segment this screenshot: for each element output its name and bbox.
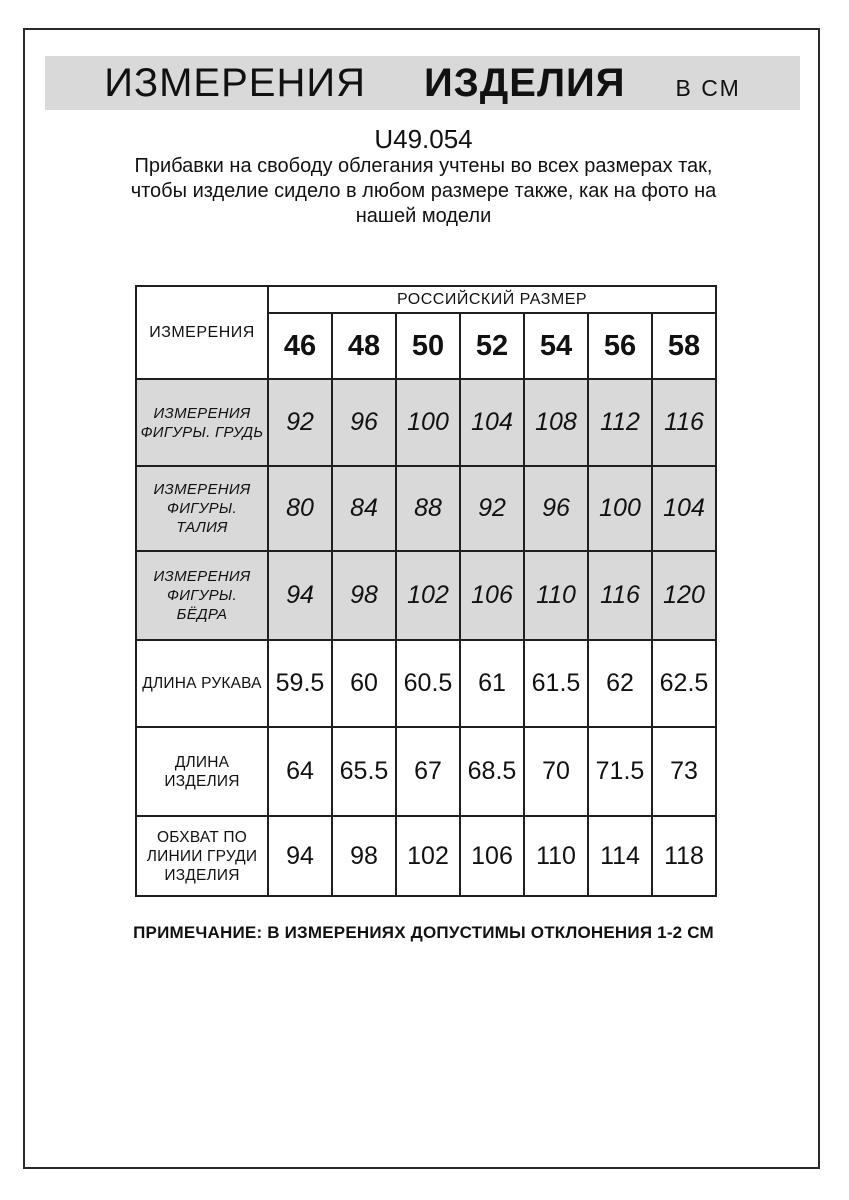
value-cell: 102 — [396, 551, 460, 640]
title-bar — [45, 56, 800, 110]
value-cell: 96 — [524, 466, 588, 551]
value-cell: 104 — [652, 466, 716, 551]
value-cell: 61 — [460, 640, 524, 727]
value-cell: 112 — [588, 379, 652, 466]
value-cell: 118 — [652, 816, 716, 896]
value-cell: 70 — [524, 727, 588, 816]
page-frame — [23, 28, 820, 1169]
value-cell: 108 — [524, 379, 588, 466]
row-label-cell: ОБХВАТ ПО ЛИНИИ ГРУДИ ИЗДЕЛИЯ — [136, 816, 268, 896]
value-cell: 59.5 — [268, 640, 332, 727]
value-cell: 104 — [460, 379, 524, 466]
size-header-cell: 52 — [460, 313, 524, 379]
table-row — [136, 727, 716, 816]
value-cell: 92 — [460, 466, 524, 551]
size-table-body — [136, 286, 716, 896]
value-cell: 73 — [652, 727, 716, 816]
value-cell: 61.5 — [524, 640, 588, 727]
size-header-cell: 54 — [524, 313, 588, 379]
value-cell: 116 — [652, 379, 716, 466]
footnote: ПРИМЕЧАНИЕ: В ИЗМЕРЕНИЯХ ДОПУСТИМЫ ОТКЛОНЕНИЯ 1-2 СМ — [133, 923, 714, 942]
value-cell: 110 — [524, 816, 588, 896]
value-cell: 94 — [268, 551, 332, 640]
value-cell: 120 — [652, 551, 716, 640]
value-cell: 106 — [460, 551, 524, 640]
size-header-cell: 50 — [396, 313, 460, 379]
corner-cell: ИЗМЕРЕНИЯ — [136, 286, 268, 379]
title-word-measurements: ИЗМЕРЕНИЯ — [104, 61, 366, 105]
title-unit: В СМ — [675, 75, 741, 101]
value-cell: 64 — [268, 727, 332, 816]
row-label-cell: ИЗМЕРЕНИЯ ФИГУРЫ. ГРУДЬ — [136, 379, 268, 466]
row-label-cell: ИЗМЕРЕНИЯ ФИГУРЫ. ТАЛИЯ — [136, 466, 268, 551]
table-row — [136, 466, 716, 551]
value-cell: 98 — [332, 816, 396, 896]
table-row — [136, 551, 716, 640]
table-row — [136, 816, 716, 896]
fit-note — [25, 154, 822, 229]
value-cell: 68.5 — [460, 727, 524, 816]
value-cell: 106 — [460, 816, 524, 896]
value-cell: 110 — [524, 551, 588, 640]
title-word-product: ИЗДЕЛИЯ — [423, 61, 626, 105]
value-cell: 94 — [268, 816, 332, 896]
value-cell: 114 — [588, 816, 652, 896]
value-cell: 60.5 — [396, 640, 460, 727]
group-header-cell: РОССИЙСКИЙ РАЗМЕР — [268, 286, 716, 313]
value-cell: 67 — [396, 727, 460, 816]
value-cell: 92 — [268, 379, 332, 466]
size-header-cell: 58 — [652, 313, 716, 379]
value-cell: 102 — [396, 816, 460, 896]
fit-note-line: нашей модели — [355, 205, 492, 227]
size-header-cell: 46 — [268, 313, 332, 379]
value-cell: 65.5 — [332, 727, 396, 816]
value-cell: 88 — [396, 466, 460, 551]
value-cell: 71.5 — [588, 727, 652, 816]
fit-note-line: Прибавки на свободу облегания учтены во всех размерах так, — [134, 155, 713, 177]
value-cell: 80 — [268, 466, 332, 551]
size-header-cell: 48 — [332, 313, 396, 379]
article-code: U49.054 — [374, 124, 473, 154]
size-header-cell: 56 — [588, 313, 652, 379]
table-row — [136, 640, 716, 727]
value-cell: 62.5 — [652, 640, 716, 727]
table-row — [136, 379, 716, 466]
table-header-row — [136, 286, 716, 313]
value-cell: 98 — [332, 551, 396, 640]
value-cell: 62 — [588, 640, 652, 727]
value-cell: 116 — [588, 551, 652, 640]
value-cell: 60 — [332, 640, 396, 727]
value-cell: 100 — [588, 466, 652, 551]
size-table — [135, 285, 717, 897]
fit-note-line: чтобы изделие сидело в любом размере также, как на фото на — [130, 180, 717, 202]
value-cell: 100 — [396, 379, 460, 466]
row-label-cell: ДЛИНА РУКАВА — [136, 640, 268, 727]
row-label-cell: ИЗМЕРЕНИЯ ФИГУРЫ. БЁДРА — [136, 551, 268, 640]
row-label-cell: ДЛИНА ИЗДЕЛИЯ — [136, 727, 268, 816]
value-cell: 84 — [332, 466, 396, 551]
value-cell: 96 — [332, 379, 396, 466]
